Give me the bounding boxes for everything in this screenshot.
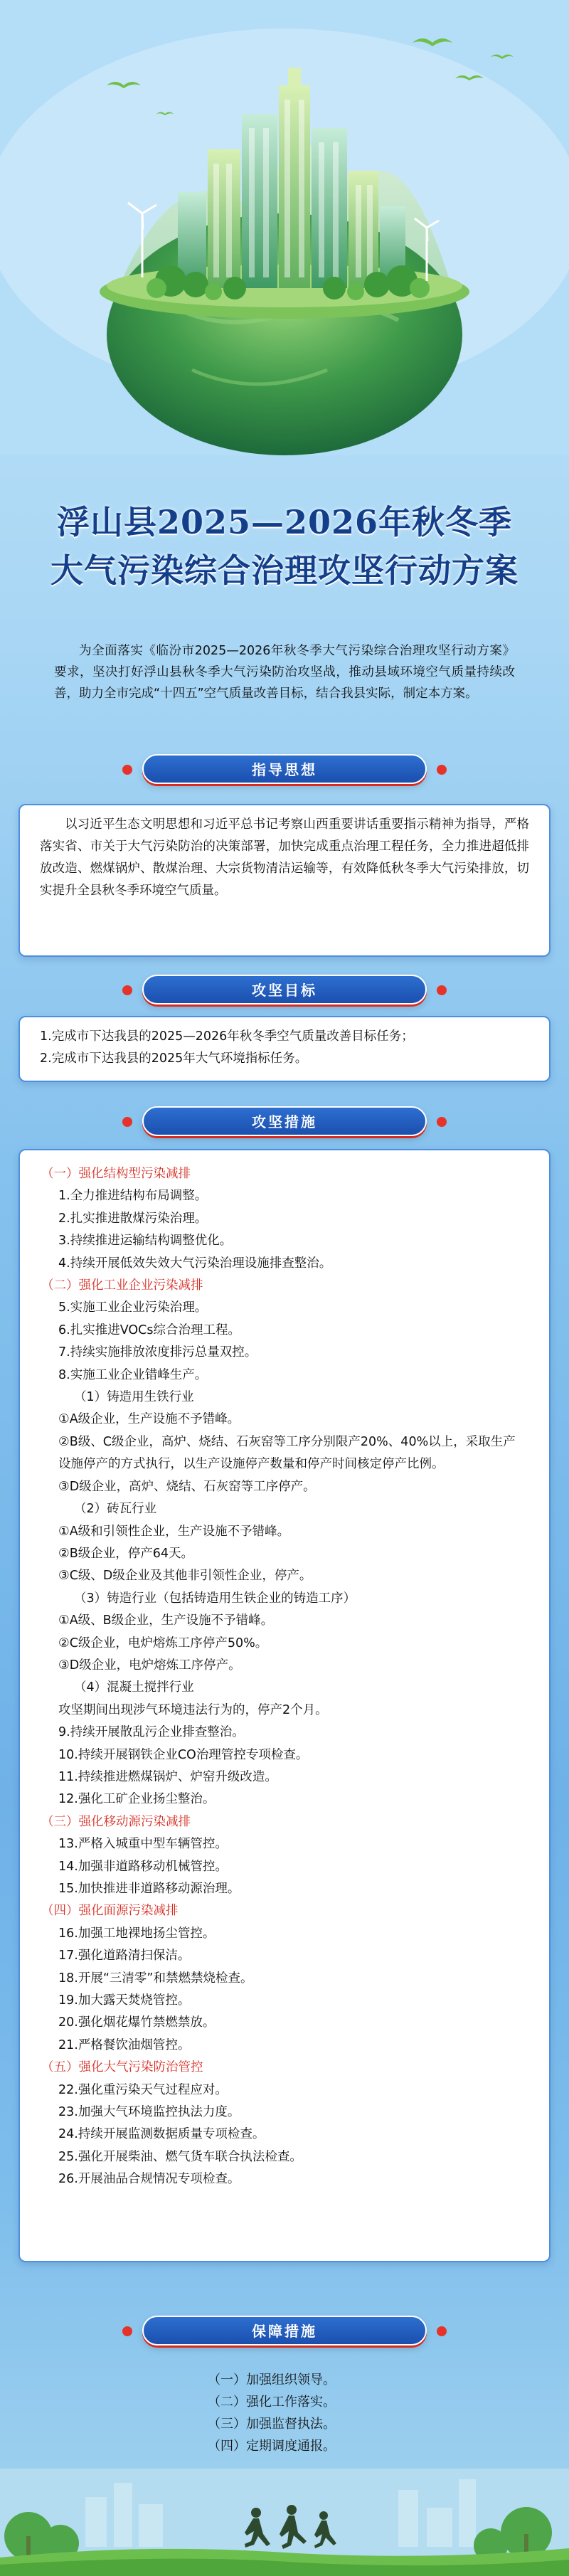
guide-box: [18, 804, 551, 957]
measure-heading: （一）强化结构型污染减排: [41, 1167, 191, 1181]
section-title-measures: 攻坚措施: [142, 1106, 427, 1136]
measure-heading: （四）强化面源污染减排: [41, 1904, 179, 1919]
section-title-guide: 指导思想: [142, 754, 427, 784]
measure-item: ②C级企业，电炉熔炼工序停产50%。: [58, 1636, 268, 1650]
measure-item: 16.加强工地裸地扬尘管控。: [58, 1926, 216, 1941]
measure-subheading: （4）混凝土搅拌行业: [74, 1680, 194, 1695]
measure-item: ①A级和引领性企业，生产设施不予错峰。: [58, 1524, 290, 1539]
safeguard-item: （一）加强组织领导。: [208, 2373, 336, 2387]
measure-item: 23.加强大气环境监控执法力度。: [58, 2105, 240, 2120]
measure-item: 19.加大露天焚烧管控。: [58, 1993, 191, 2008]
page-title-line-2: 大气污染综合治理攻坚行动方案: [50, 551, 519, 590]
measure-item: 26.开展油品合规情况专项检查。: [58, 2172, 240, 2187]
safeguards-list: [0, 2369, 569, 2457]
measure-item: 6.扎实推进VOCs综合治理工程。: [58, 1323, 240, 1337]
measure-item: 17.强化道路清扫保洁。: [58, 1949, 191, 1963]
intro-paragraph: 为全面落实《临汾市2025—2026年秋冬季大气污染综合治理攻坚行动方案》要求，坚决打好浮山县秋冬季大气污染防治攻坚战，推动县域环境空气质量持续改善，助力全市完成“十四五”空气质量改善目标，结合我县实际，制定本方案。: [54, 644, 515, 701]
measure-item: 11.持续推进燃煤锅炉、炉窑升级改造。: [58, 1769, 277, 1784]
measure-item: 14.加强非道路移动机械管控。: [58, 1859, 228, 1874]
measure-item: 13.严格入城重中型车辆管控。: [58, 1837, 228, 1852]
measure-item: 2.扎实推进散煤污染治理。: [58, 1211, 208, 1226]
safeguard-item: （四）定期调度通报。: [208, 2439, 336, 2454]
measure-item: ①A级、B级企业，生产设施不予错峰。: [58, 1613, 274, 1628]
measure-item: 25.强化开展柴油、燃气货车联合执法检查。: [58, 2149, 302, 2164]
measure-item: ①A级企业，生产设施不予错峰。: [58, 1412, 240, 1427]
measure-item: ③D级企业，电炉熔炼工序停产。: [58, 1658, 241, 1673]
page-title-line-1: 浮山县2025—2026年秋冬季: [56, 503, 513, 541]
measure-item: 18.开展“三清零”和禁燃禁烧检查。: [58, 1971, 253, 1986]
safeguard-item: （二）强化工作落实。: [208, 2395, 336, 2410]
goal-item-1: 1.完成市下达我县的2025—2026年秋冬季空气质量改善目标任务；: [40, 1029, 414, 1044]
measure-item: 5.实施工业企业污染治理。: [58, 1300, 208, 1315]
bottom-illustration: [0, 2469, 569, 2576]
measure-item: 9.持续开展散乱污企业排查整治。: [58, 1725, 245, 1740]
goals-box: [18, 1016, 551, 1082]
measure-item: 24.持续开展监测数据质量专项检查。: [58, 2127, 265, 2142]
measure-item: 22.强化重污染天气过程应对。: [58, 2082, 228, 2097]
measure-heading: （二）强化工业企业污染减排: [41, 1278, 203, 1293]
measure-item: 4.持续开展低效失效大气污染治理设施排查整治。: [58, 1256, 332, 1271]
measure-item: ②B级企业，停产64天。: [58, 1546, 193, 1561]
guide-text: 以习近平生态文明思想和习近平总书记考察山西重要讲话重要指示精神为指导，严格落实省、市关于大气污染防治的决策部署，加快完成重点治理工程任务，全力推进超低排放改造、燃煤锅炉、散煤治理、大宗货物清洁运输等，有效降低秋冬季大气污染排放，切实提升全县秋冬季环境空气质量。: [40, 817, 529, 898]
measure-heading: （三）强化移动源污染减排: [41, 1814, 191, 1829]
measure-subheading: （3）铸造行业（包括铸造用生铁企业的铸造工序）: [74, 1591, 356, 1606]
hero-illustration: [0, 0, 569, 455]
measure-item: 15.加快推进非道路移动源治理。: [58, 1882, 240, 1896]
section-title-safeguards: 保障措施: [142, 2316, 427, 2346]
measure-item: 攻坚期间出现涉气环境违法行为的，停产2个月。: [58, 1702, 328, 1717]
measure-item: 7.持续实施排放浓度排污总量双控。: [58, 1345, 257, 1360]
measure-subheading: （1）铸造用生铁行业: [74, 1390, 194, 1405]
measure-item: 1.全力推进结构布局调整。: [58, 1189, 208, 1204]
measure-heading: （五）强化大气污染防治管控: [41, 2060, 203, 2075]
green-city-globe-illustration: [0, 0, 569, 455]
measure-item: 10.持续开展钢铁企业CO治理管控专项检查。: [58, 1747, 309, 1762]
measure-item: 20.强化烟花爆竹禁燃禁放。: [58, 2015, 216, 2030]
goal-item-2: 2.完成市下达我县的2025年大气环境指标任务。: [40, 1051, 308, 1066]
measure-item: 12.强化工矿企业扬尘整治。: [58, 1792, 216, 1807]
measure-item: ③D级企业，高炉、烧结、石灰窑等工序停产。: [58, 1479, 316, 1494]
measure-item: ②B级、C级企业，高炉、烧结、石灰窑等工序分别限产20%、40%以上，采取生产设施停产的方式执行，以生产设施停产数量和停产时间核定停产比例。: [58, 1434, 516, 1472]
measure-item: 8.实施工业企业错峰生产。: [58, 1367, 208, 1382]
measure-item: 21.严格餐饮油烟管控。: [58, 2037, 191, 2052]
section-title-goals: 攻坚目标: [142, 975, 427, 1005]
measures-box: [18, 1149, 551, 2262]
safeguard-item: （三）加强监督执法。: [208, 2417, 336, 2432]
measure-item: 3.持续推进运输结构调整优化。: [58, 1234, 233, 1249]
page-title: [0, 498, 569, 595]
measure-subheading: （2）砖瓦行业: [74, 1502, 157, 1517]
people-running-on-grass-illustration: [0, 2469, 569, 2576]
measure-item: ③C级、D级企业及其他非引领性企业，停产。: [58, 1569, 312, 1584]
measures-list: [41, 1163, 528, 2191]
